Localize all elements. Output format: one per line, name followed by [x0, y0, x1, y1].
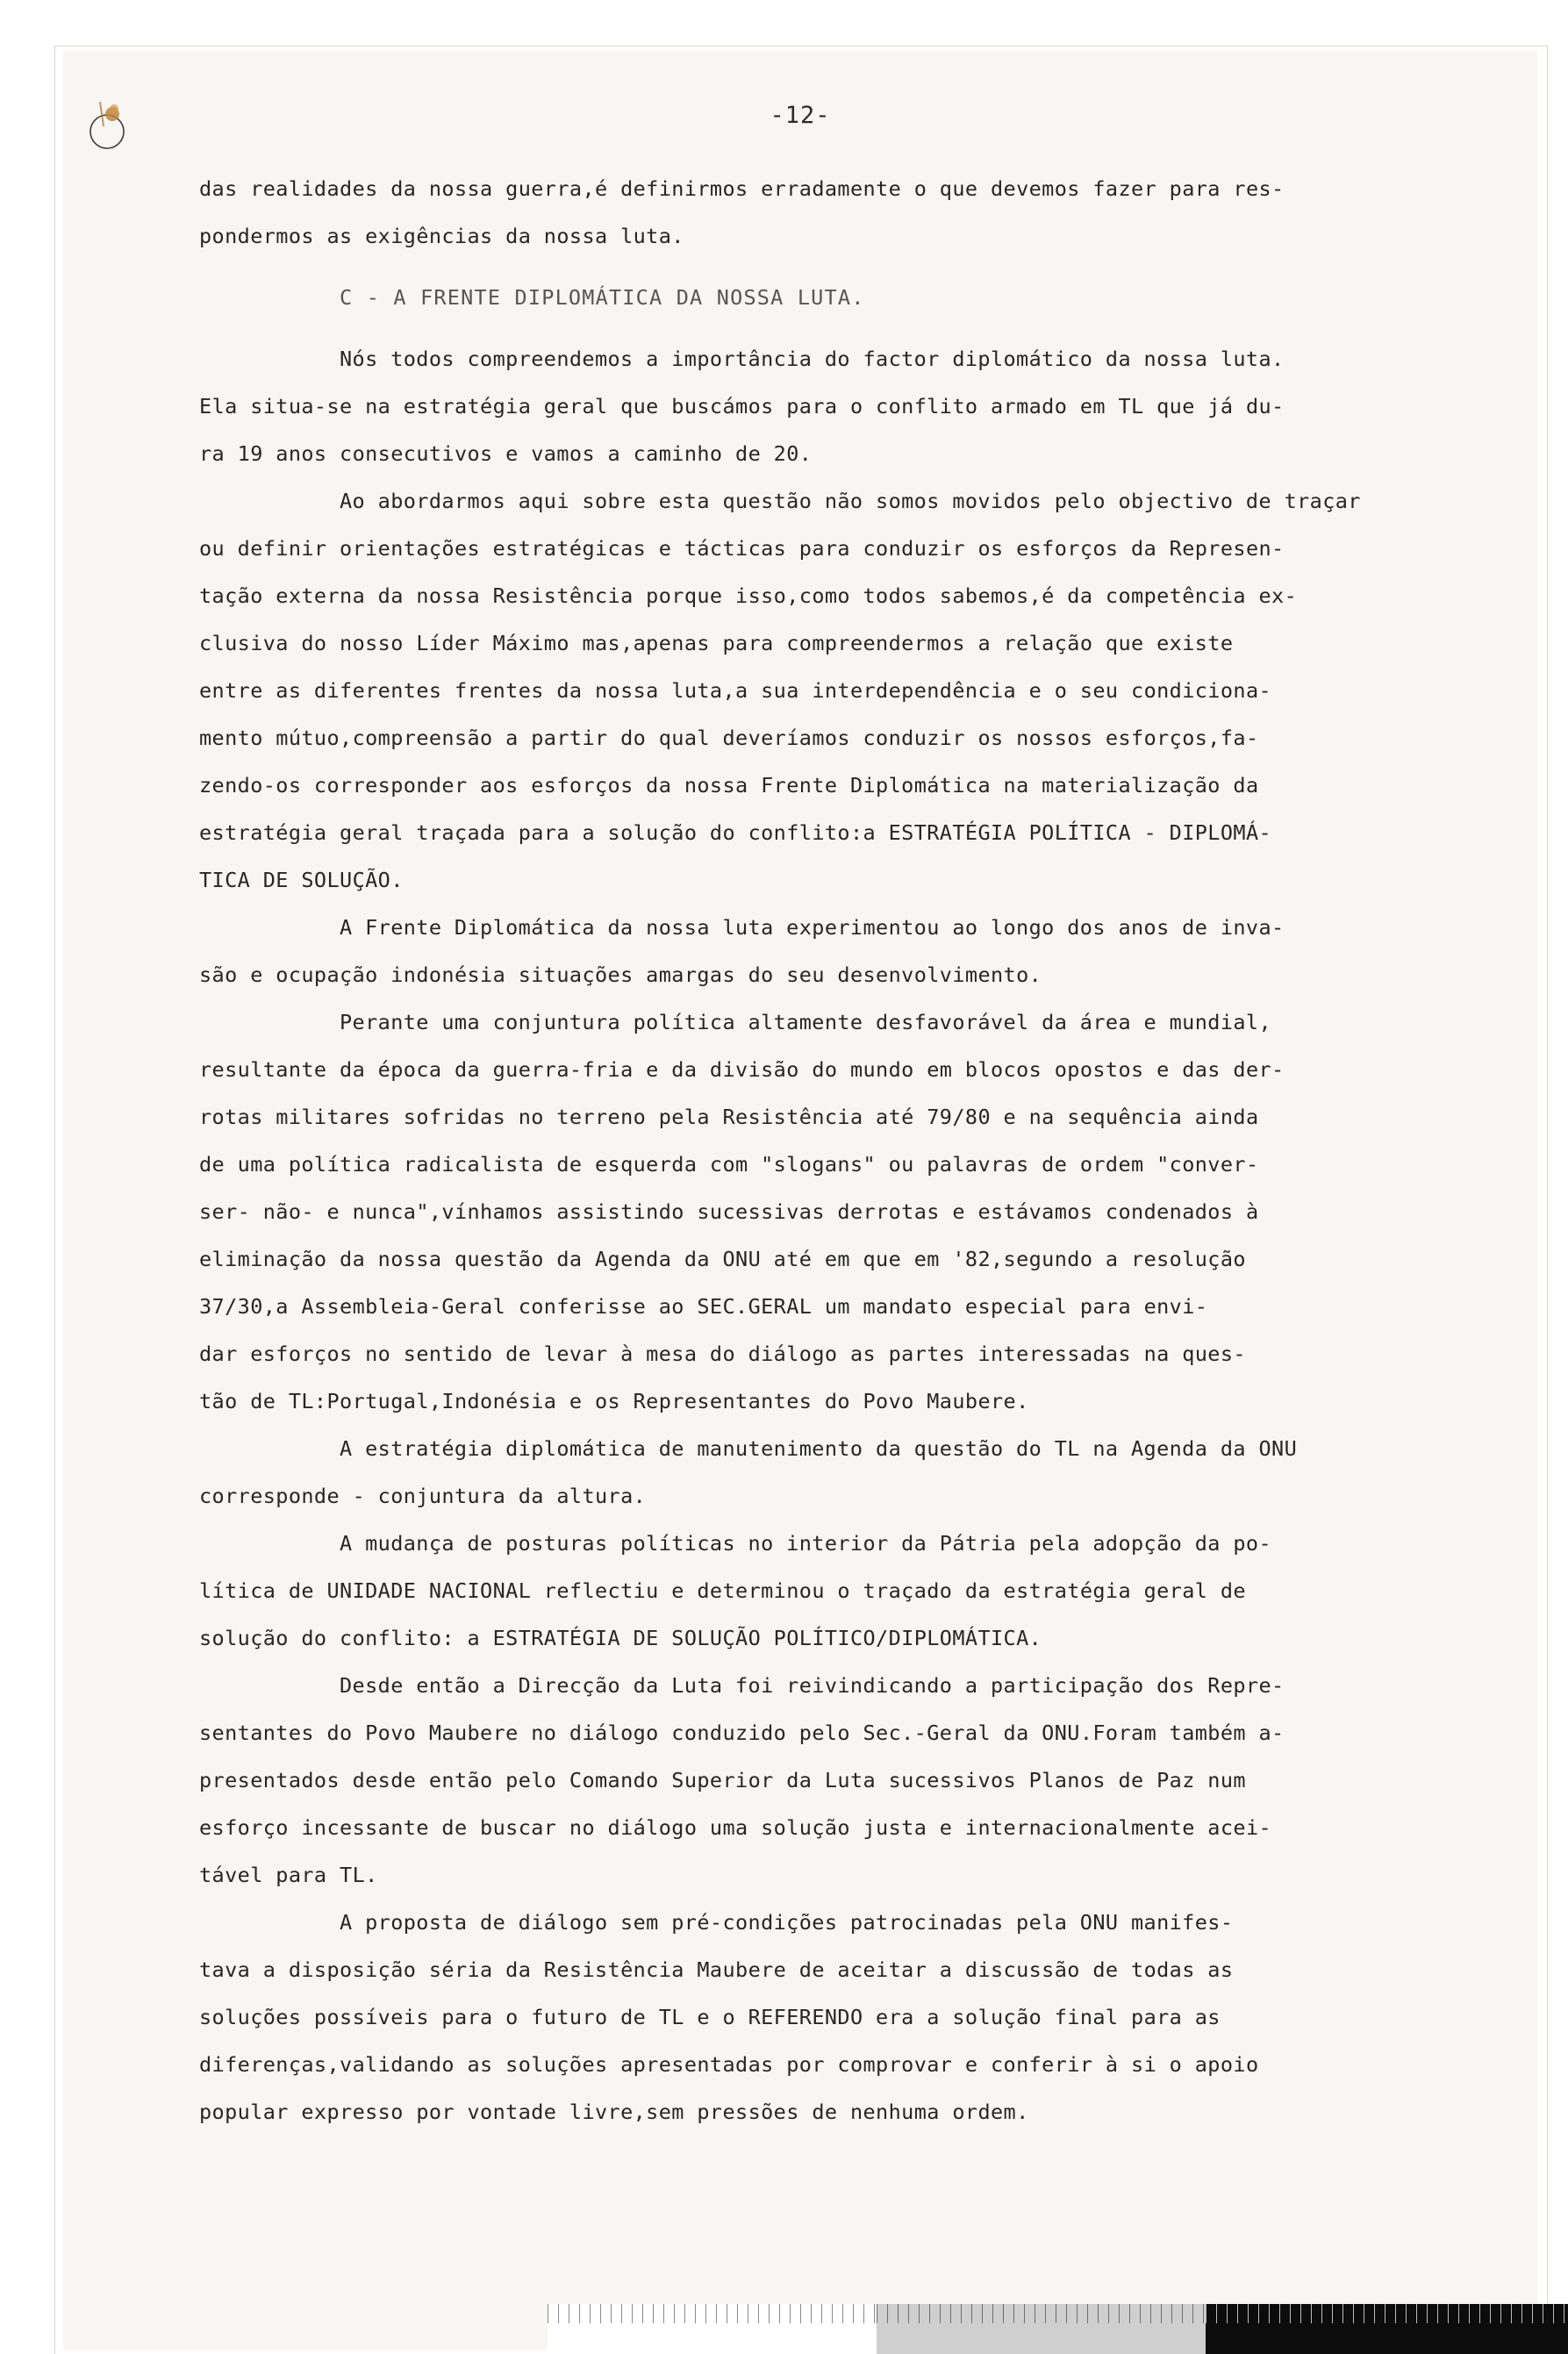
text-line: entre as diferentes frentes da nossa luta,a sua interdependência e o seu condiciona-: [199, 678, 1272, 703]
text-line: tável para TL.: [199, 1863, 378, 1887]
document-page: [63, 51, 1537, 2350]
ruler-grey-segment: [877, 2304, 1206, 2354]
text-line: A estratégia diplomática de manutenimento da questão do TL na Agenda da ONU: [340, 1436, 1298, 1461]
text-line: clusiva do nosso Líder Máximo mas,apenas para compreendermos a relação que existe: [199, 631, 1234, 655]
text-line: Ao abordarmos aqui sobre esta questão não somos movidos pelo objectivo de traçar: [340, 489, 1361, 513]
text-line: ra 19 anos consecutivos e vamos a caminho de 20.: [199, 441, 813, 466]
section-heading: C - A FRENTE DIPLOMÁTICA DA NOSSA LUTA.: [340, 285, 865, 310]
text-line: são e ocupação indonésia situações amargas do seu desenvolvimento.: [199, 962, 1042, 987]
text-line: tação externa da nossa Resistência porque isso,como todos sabemos,é da competência ex-: [199, 583, 1298, 608]
text-line: rotas militares sofridas no terreno pela Resistência até 79/80 e na sequência ainda: [199, 1105, 1259, 1129]
text-line: resultante da época da guerra-fria e da divisão do mundo em blocos opostos e das der-: [199, 1057, 1285, 1082]
text-line: A mudança de posturas políticas no interior da Pátria pela adopção da po-: [340, 1531, 1272, 1556]
text-line: Ela situa-se na estratégia geral que buscámos para o conflito armado em TL que já du-: [199, 394, 1285, 419]
text-line: esforço incessante de buscar no diálogo uma solução justa e internacionalmente acei-: [199, 1815, 1272, 1840]
text-line: soluções possíveis para o futuro de TL e o REFERENDO era a solução final para as: [199, 2005, 1221, 2029]
text-line: ou definir orientações estratégicas e tácticas para conduzir os esforços da Represen-: [199, 536, 1285, 561]
page-number: -12-: [770, 102, 831, 129]
text-line: presentados desde então pelo Comando Superior da Luta sucessivos Planos de Paz num: [199, 1768, 1246, 1792]
text-line: solução do conflito: a ESTRATÉGIA DE SOLUÇÃO POLÍTICO/DIPLOMÁTICA.: [199, 1626, 1042, 1650]
text-line: zendo-os corresponder aos esforços da nossa Frente Diplomática na materialização da: [199, 773, 1259, 798]
text-line: TICA DE SOLUÇÃO.: [199, 868, 404, 892]
body-text: [199, 165, 1454, 2136]
text-line: A Frente Diplomática da nossa luta experimentou ao longo dos anos de inva-: [340, 915, 1285, 940]
scan-color-ruler: [548, 2304, 1568, 2354]
text-line: 37/30,a Assembleia-Geral conferisse ao SEC.GERAL um mandato especial para envi-: [199, 1294, 1208, 1319]
ruler-black-segment: [1206, 2304, 1568, 2354]
text-line: tão de TL:Portugal,Indonésia e os Representantes do Povo Maubere.: [199, 1389, 1029, 1413]
text-line: corresponde - conjuntura da altura.: [199, 1484, 647, 1508]
text-line: mento mútuo,compreensão a partir do qual deveríamos conduzir os nossos esforços,fa-: [199, 726, 1259, 750]
text-line: estratégia geral traçada para a solução do conflito:a ESTRATÉGIA POLÍTICA - DIPLOMÁ-: [199, 820, 1272, 845]
text-line: A proposta de diálogo sem pré-condições patrocinadas pela ONU manifes-: [340, 1910, 1234, 1935]
text-line: das realidades da nossa guerra,é definirmos erradamente o que devemos fazer para res-: [199, 176, 1285, 201]
text-line: diferenças,validando as soluções apresentadas por comprovar e conferir à si o apoio: [199, 2052, 1259, 2077]
text-line: popular expresso por vontade livre,sem pressões de nenhuma ordem.: [199, 2100, 1029, 2124]
text-line: Desde então a Direcção da Luta foi reivindicando a participação dos Repre-: [340, 1673, 1285, 1698]
text-line: Perante uma conjuntura política altamente desfavorável da área e mundial,: [340, 1010, 1272, 1034]
ruler-white-segment: [548, 2304, 877, 2354]
text-line: de uma política radicalista de esquerda com "slogans" ou palavras de ordem "conver-: [199, 1152, 1259, 1177]
text-line: dar esforços no sentido de levar à mesa do diálogo as partes interessadas na ques-: [199, 1342, 1246, 1366]
text-line: eliminação da nossa questão da Agenda da ONU até em que em '82,segundo a resolução: [199, 1247, 1246, 1271]
text-line: sentantes do Povo Maubere no diálogo conduzido pelo Sec.-Geral da ONU.Foram também a-: [199, 1721, 1285, 1745]
text-line: Nós todos compreendemos a importância do factor diplomático da nossa luta.: [340, 347, 1285, 371]
text-line: tava a disposição séria da Resistência Maubere de aceitar a discussão de todas as: [199, 1957, 1234, 1982]
text-line: lítica de UNIDADE NACIONAL reflectiu e determinou o traçado da estratégia geral de: [199, 1578, 1246, 1603]
text-line: pondermos as exigências da nossa luta.: [199, 224, 684, 248]
text-line: ser- não- e nunca",vínhamos assistindo sucessivas derrotas e estávamos condenados à: [199, 1199, 1259, 1224]
